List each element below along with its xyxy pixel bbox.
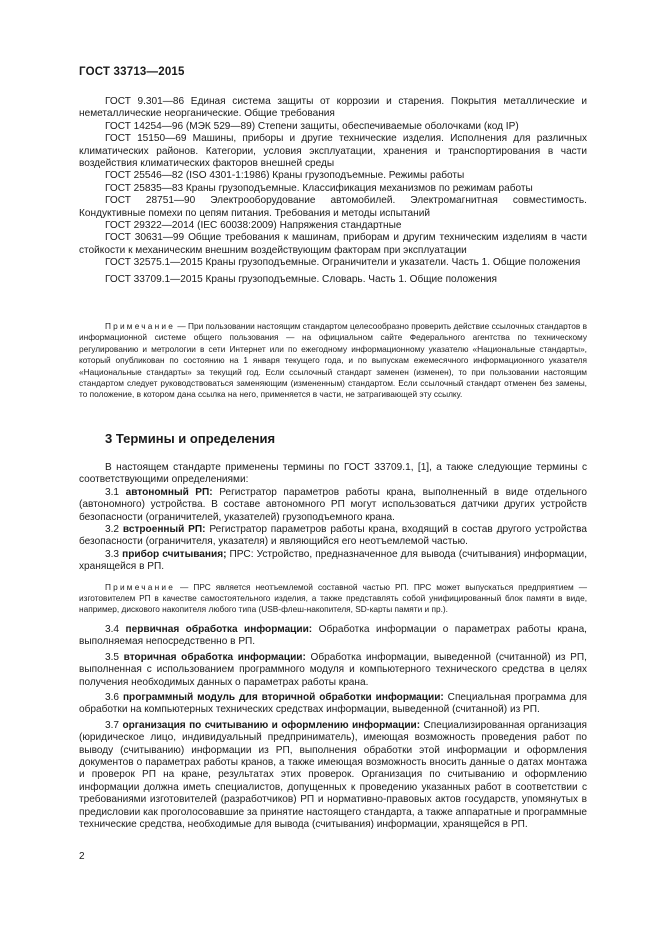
normative-references [79, 96, 587, 286]
reference-item: ГОСТ 30631—99 Общие требования к машинам, приборам и другим техническим изделиям в части стойкости к механическим внешним воздействующим факторам при эксплуатации [79, 232, 587, 256]
term-definition: Регистратор параметров работы крана, входящий в состав другого устройства безопасности (ограничителя, указателя) и являющийся его неотъемлемой частью. [79, 524, 587, 548]
note-paragraph [79, 582, 587, 616]
term-3-6 [79, 692, 587, 717]
term-number: 3.3 [105, 548, 120, 560]
document-header: ГОСТ 33713—2015 [79, 66, 185, 78]
reference-item: ГОСТ 29322—2014 (IEC 60038:2009) Напряжения стандартные [105, 220, 402, 232]
section-3-body [79, 462, 587, 831]
term-definition: ПРС: Устройство, предназначенное для вывода (считывания) информации, хранящейся в РП. [79, 548, 587, 573]
reference-item: ГОСТ 14254—96 (МЭК 529—89) Степени защиты, обеспечиваемые оболочками (код IP) [105, 120, 519, 132]
note-references [79, 321, 587, 401]
reference-item: ГОСТ 32575.1—2015 Краны грузоподъемные. Ограничители и указатели. Часть 1. Общие положения [105, 257, 581, 269]
term-name: организация по считыванию и оформлению информации: [122, 719, 421, 731]
reference-item: ГОСТ 9.301—86 Единая система защиты от коррозии и старения. Покрытия металлические и неметаллические неорганические. Общие требования [79, 96, 587, 120]
note-label: Примечание [105, 581, 176, 592]
reference-item: ГОСТ 25546—82 (ISO 4301-1:1986) Краны грузоподъемные. Режимы работы [105, 170, 465, 182]
term-number: 3.1 [105, 486, 120, 498]
reference-item: ГОСТ 15150—69 Машины, приборы и другие технические изделия. Исполнения для различных климатических районов. Категории, условия эксплуатации, хранения и транспортирования в части воздействия климатических факторов внешней среды [79, 133, 587, 170]
term-number: 3.7 [105, 719, 120, 731]
section-heading: 3 Термины и определения [105, 431, 276, 446]
term-definition: Обработка информации, выведенной (считанной) из РП, выполненная с использованием программного модуля и компьютерного технического средства в целях получения необходимых данных о параметрах работы крана. [79, 651, 587, 688]
term-definition: Специализированная организация (юридическое лицо, индивидуальный предприниматель), имеющая возможность проведения работ по выводу (считыванию) информации из РП, выполнения обработки этой информации и оформления документов о параметрах работы кранов, а также имеющая возможность вносить данные о датах монтажа и проверок РП на кране, результатах этих проверок. Организация по считыванию и оформлению информации должна иметь специалистов, допущенных к проведению указанных работ в соответствии с требованиями изготовителей (разработчиков) РП и нормативно-правовых актов государств, упомянутых в предисловии как проголосовавшие за принятие настоящего стандарта, а также аппаратные и программные технические средства, необходимые для вывода (считывания) информации, хранящейся в РП. [79, 719, 588, 830]
term-definition: Регистратор параметров работы крана, выполненный в виде отдельного (автономного) устройства. В составе автономного РП могут использоваться датчики других устройств безопасности (ограничителей, указателей) грузоподъемного крана. [79, 486, 587, 523]
term-name: прибор считывания; [122, 548, 227, 560]
note-text: — При пользовании настоящим стандартом целесообразно проверить действие ссылочных стандартов в информационной системе общего пользования — на официальном сайте Федерального агентства по техническому регулированию и метрологии в сети Интернет или по ежегодному информационному указателю «Национальные стандарты», который опубликован по состоянию на 1 января текущего года, и по выпускам ежемесячного информационного указателя «Национальные стандарты» за текущий год. Если ссылочный стандарт заменен (изменен), то при пользовании настоящим стандартом следует руководствоваться заменяющим (измененным) стандартом. Если ссылочный стандарт отменен без замены, то положение, в котором дана ссылка на него, применяется в части, не затрагивающей эту ссылку. [79, 321, 587, 400]
section-intro: В настоящем стандарте применены термины по ГОСТ 33709.1, [1], а также следующие термины с соответствующими определениями: [79, 462, 587, 486]
reference-item: ГОСТ 33709.1—2015 Краны грузоподъемные. Словарь. Часть 1. Общие положения [105, 273, 497, 285]
term-3-2 [79, 524, 587, 549]
page-number: 2 [79, 851, 85, 862]
note-paragraph [79, 321, 587, 401]
term-3-4 [79, 624, 587, 649]
term-3-1 [79, 487, 587, 524]
reference-item: ГОСТ 28751—90 Электрооборудование автомобилей. Электромагнитная совместимость. Кондуктивные помехи по цепям питания. Требования и методы испытаний [79, 195, 587, 219]
term-definition: Специальная программа для обработки на компьютерных технических средствах информации, выведенной (считанной) из РП. [79, 691, 587, 716]
note-label: Примечание [105, 321, 176, 331]
term-name: вторичная обработка информации: [123, 651, 306, 663]
term-name: автономный РП: [125, 486, 213, 498]
term-3-7 [79, 720, 587, 832]
term-name: встроенный РП: [122, 524, 206, 536]
term-number: 3.5 [105, 651, 120, 663]
term-definition: Обработка информации о параметрах работы крана, выполняемая непосредственно в РП. [79, 623, 587, 648]
term-name: программный модуль для вторичной обработки информации: [122, 691, 444, 703]
term-number: 3.4 [105, 623, 120, 635]
term-number: 3.6 [105, 691, 120, 703]
note-text: — ПРС является неотъемлемой составной частью РП. ПРС может выпускаться предприятием — изготовителем РП в качестве самостоятельного изделия, а также представлять собой унифицированный блок памяти в виде, например, дискового накопителя любого типа (USB-флеш-накопителя, SD-карты памяти и пр.). [79, 581, 587, 615]
term-3-5 [79, 652, 587, 689]
term-name: первичная обработка информации: [125, 623, 313, 635]
term-3-3 [79, 549, 587, 574]
term-number: 3.2 [105, 524, 120, 536]
reference-item: ГОСТ 25835—83 Краны грузоподъемные. Классификация механизмов по режимам работы [105, 182, 533, 194]
